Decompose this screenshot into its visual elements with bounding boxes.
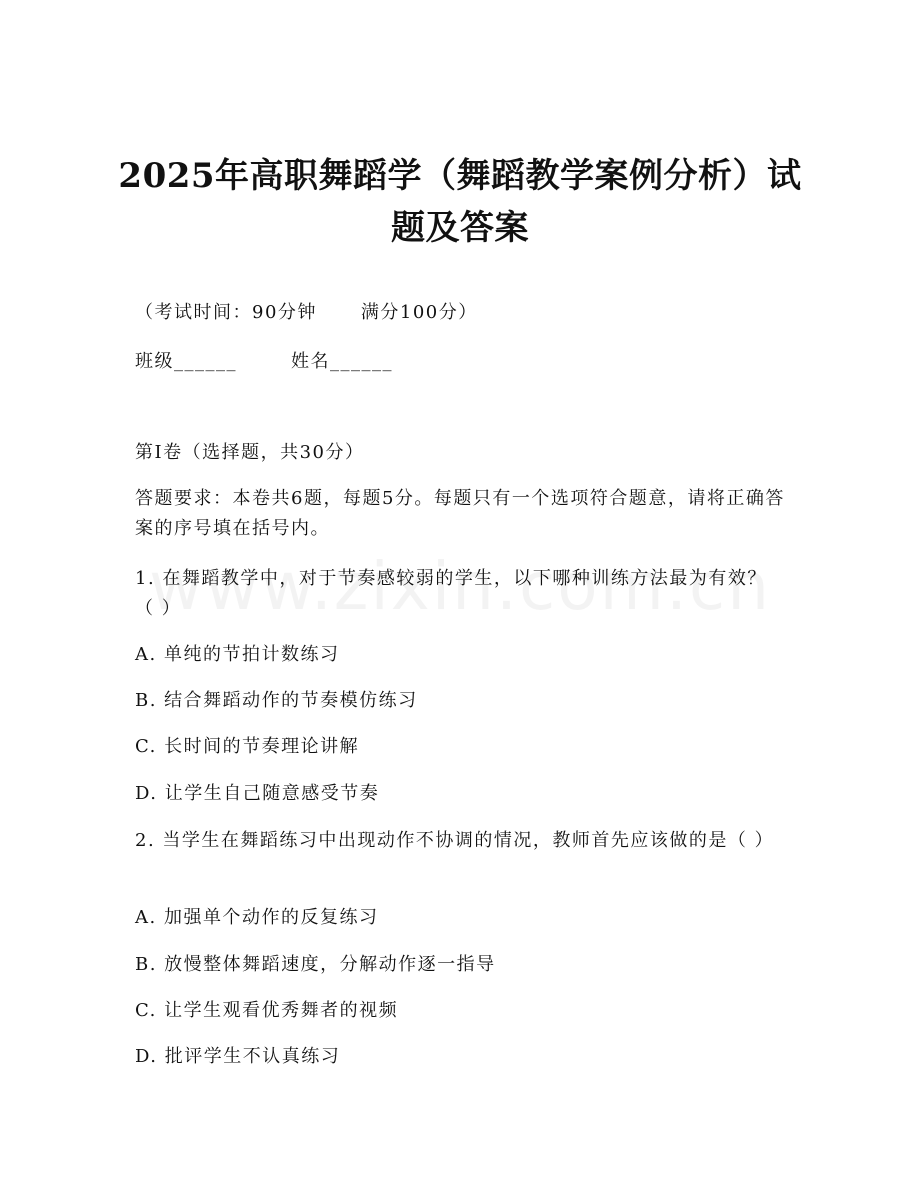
question-stem: 2. 当学生在舞蹈练习中出现动作不协调的情况，教师首先应该做的是（ ） <box>135 830 775 851</box>
name-field: 姓名______ <box>291 351 393 372</box>
exam-time: （考试时间：90分钟 <box>135 302 317 323</box>
option-d: D. 让学生自己随意感受节奏 <box>135 783 380 804</box>
option-c: C. 让学生观看优秀舞者的视频 <box>135 1000 399 1021</box>
option-b: B. 结合舞蹈动作的节奏模仿练习 <box>135 690 418 711</box>
exam-info-line <box>135 303 478 323</box>
student-info-line <box>135 352 393 372</box>
option-a: A. 加强单个动作的反复练习 <box>135 907 379 928</box>
option-b: B. 放慢整体舞蹈速度，分解动作逐一指导 <box>135 954 496 975</box>
document-title: 2025年高职舞蹈学（舞蹈教学案例分析）试题及答案 <box>118 156 802 248</box>
option-c: C. 长时间的节奏理论讲解 <box>135 736 360 757</box>
section-heading: 第I卷（选择题，共30分） <box>135 442 365 463</box>
class-field: 班级______ <box>135 351 237 372</box>
option-d: D. 批评学生不认真练习 <box>135 1046 341 1067</box>
option-a: A. 单纯的节拍计数练习 <box>135 644 340 665</box>
full-score: 满分100分） <box>360 302 478 323</box>
instructions: 答题要求：本卷共6题，每题5分。每题只有一个选项符合题意，请将正确答案的序号填在括号内。 <box>135 488 785 539</box>
question-stem: 1. 在舞蹈教学中，对于节奏感较弱的学生，以下哪种训练方法最为有效？（ ） <box>135 568 767 619</box>
